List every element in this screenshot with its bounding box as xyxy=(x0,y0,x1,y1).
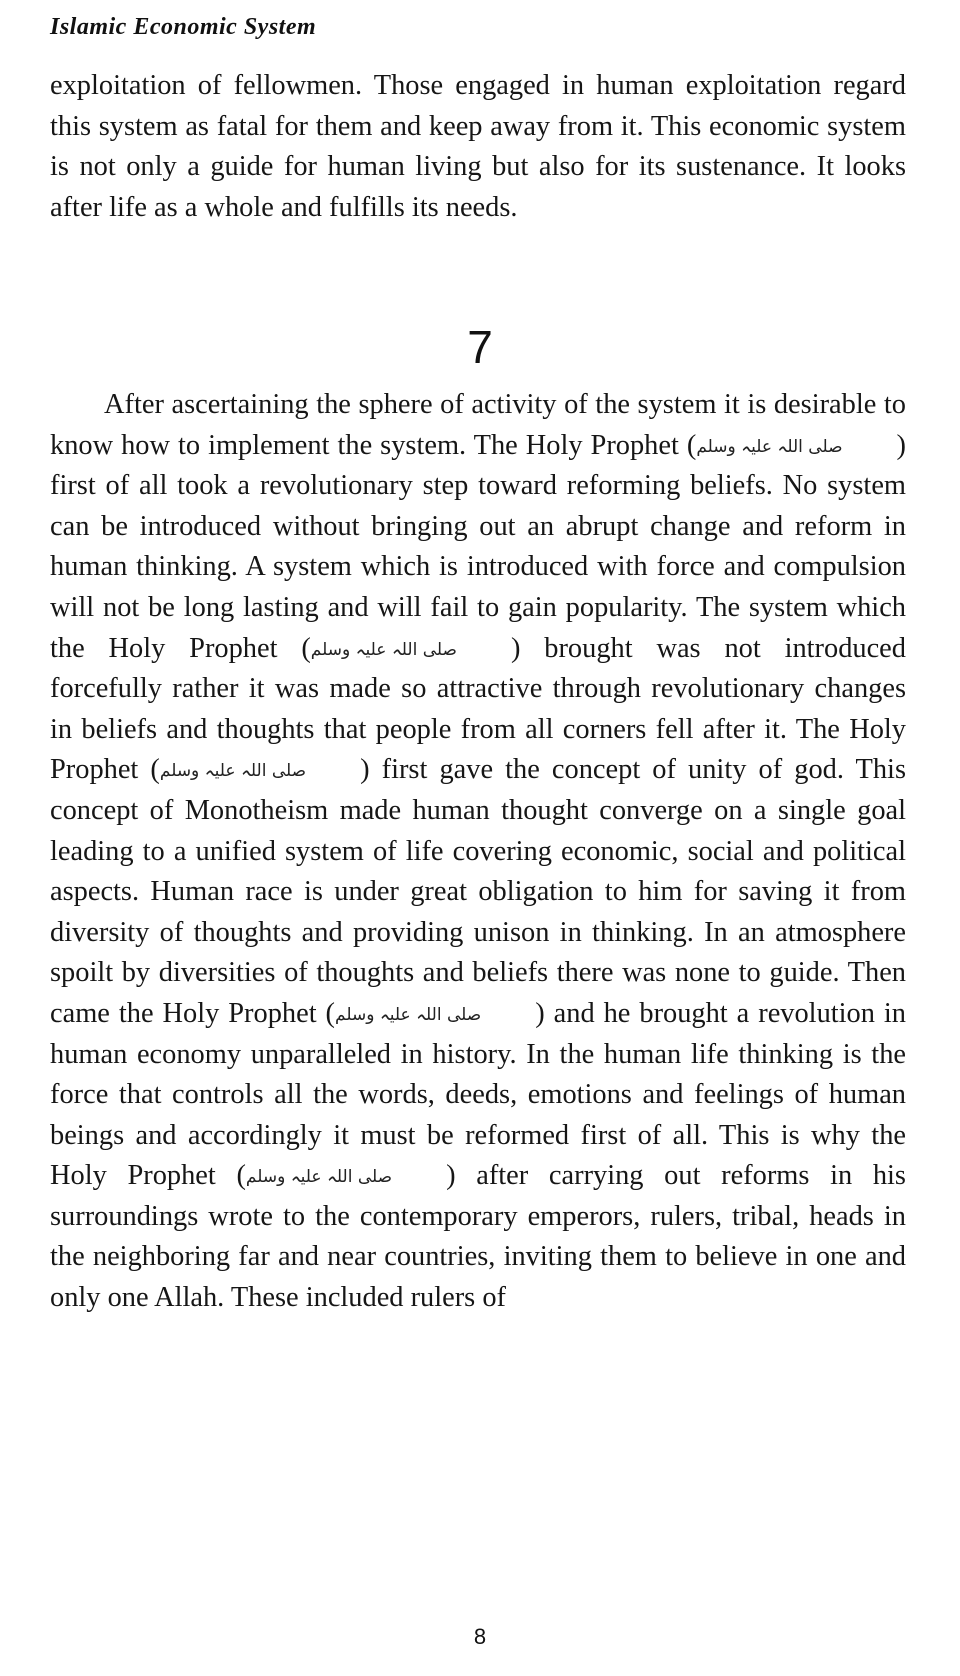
salutation-glyph: صلی اللہ علیہ وسلم xyxy=(159,761,307,782)
salutation-glyph: صلی اللہ علیہ وسلم xyxy=(310,639,457,660)
text-run-3: ) brought was not introduced forcefully rather it was made so attractive through revolutionary changes in beliefs and thoughts that people from all corners fell after it. The Holy Prophet ( xyxy=(50,632,906,786)
text-run-1: After ascertaining the sphere of activity of the system it is desirable to know how to implement the system. The Holy Prophet ( xyxy=(50,389,906,461)
text-run-4: ) first gave the concept of unity of god. This concept of Monotheism made human thought converge on a single goal leading to a unified system of life covering economic, social and political aspects. Human race is under great obligation to him for saving it from diversity of thoughts and providing unison in thinking. In an atmosphere spoilt by diversities of thoughts and beliefs there was none to guide. Then came the Holy Prophet ( xyxy=(50,754,906,1029)
running-header: Islamic Economic System xyxy=(50,14,317,40)
paragraph-main xyxy=(50,385,906,1319)
page-number: 8 xyxy=(473,1624,487,1649)
text-run-6: ) after carrying out reforms in his surroundings wrote to the contemporary emperors, rulers, tribal, heads in the neighboring far and near countries, inviting them to believe in one and only one Allah. These included rulers of xyxy=(50,1160,906,1314)
paragraph-continued: exploitation of fellowmen. Those engaged in human exploitation regard this system as fatal for them and keep away from it. This economic system is not only a guide for human living but also for its sustenance. It looks after life as a whole and fulfills its needs. xyxy=(50,70,906,223)
salutation-glyph: صلی اللہ علیہ وسلم xyxy=(245,1167,393,1188)
salutation-glyph: صلی اللہ علیہ وسلم xyxy=(335,1004,482,1025)
text-run-5: ) and he brought a revolution in human economy unparalleled in history. In the human life thinking is the force that controls all the words, deeds, emotions and feelings of human beings and accordingly it must be reformed first of all. This is why the Holy Prophet ( xyxy=(50,997,906,1192)
text-run-2: ) first of all took a revolutionary step toward reforming beliefs. No system can be introduced without bringing out an abrupt change and reform in human thinking. A system which is introduced with force and compulsion will not be long lasting and will fail to gain popularity. The system which the Holy Prophet ( xyxy=(50,429,906,664)
salutation-glyph: صلی اللہ علیہ وسلم xyxy=(696,436,843,457)
section-number: 7 xyxy=(467,321,493,373)
